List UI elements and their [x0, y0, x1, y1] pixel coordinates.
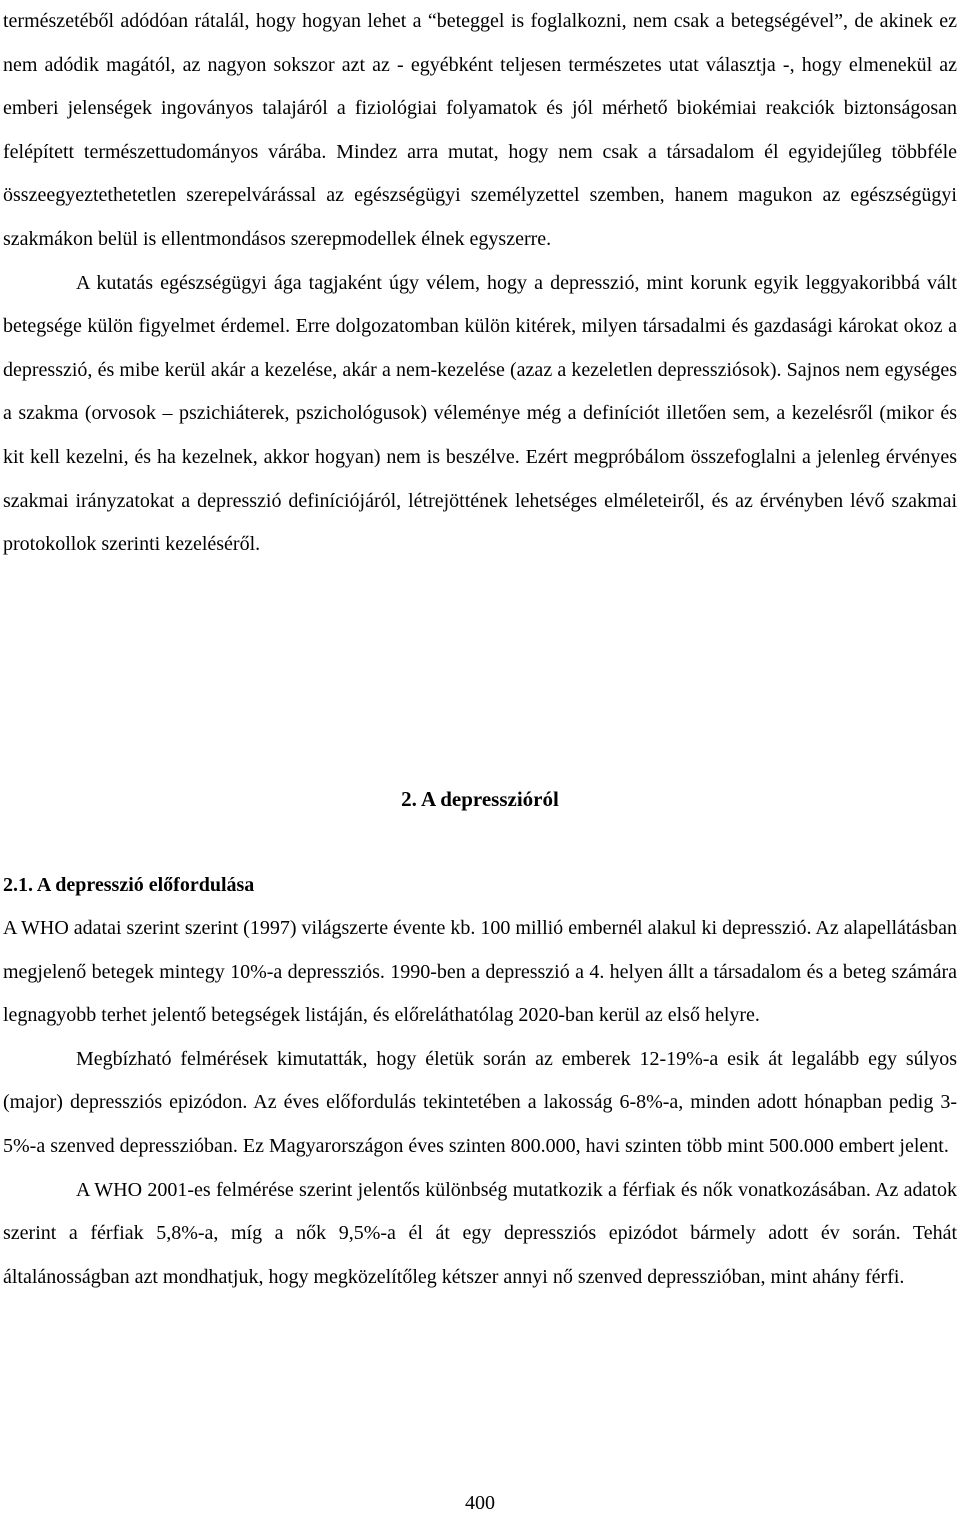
- body-paragraph: természetéből adódóan rátalál, hogy hogyan lehet a “beteggel is foglalkozni, nem csak a betegségével”, de akinek ez nem adódik magától, az nagyon sokszor azt az - egyébként teljesen természetes utat választja -, hogy elmenekül az emberi jelenségek ingoványos talajáról a fiziológiai folyamatok és jól mérhető biokémiai reakciók biztonságosan felépített természettudományos várába. Mindez arra mutat, hogy nem csak a társadalom él egyidejűleg többféle összeegyeztethetetlen szerepelvárással az egészségügyi személyzettel szemben, hanem magukon az egészségügyi szakmákon belül is ellentmondásos szerepmodellek élnek egyszerre.: [3, 10, 957, 250]
- chapter-title: 2. A depresszióról: [401, 787, 559, 811]
- body-paragraph: A WHO adatai szerint szerint (1997) világszerte évente kb. 100 millió embernél alakul ki depresszió. Az alapellátásban megjelenő betegek mintegy 10%-a depressziós. 1990-ben a depresszió a 4. helyen állt a társadalom és a beteg számára legnagyobb terhet jelentő betegségek listáján, és előreláthatólag 2020-ban kerül az első helyre.: [3, 917, 957, 1027]
- page-number: 400: [465, 1492, 495, 1514]
- body-paragraph: A kutatás egészségügyi ága tagjaként úgy vélem, hogy a depresszió, mint korunk egyik leggyakoribbá vált betegsége külön figyelmet érdemel. Erre dolgozatomban külön kitérek, milyen társadalmi és gazdasági károkat okoz a depresszió, és mibe kerül akár a kezelése, akár a nem-kezelése (azaz a kezeletlen depressziósok). Sajnos nem egységes a szakma (orvosok – pszichiáterek, pszichológusok) véleménye még a definíciót illetően sem, a kezelésről (mikor és kit kell kezelni, és ha kezelnek, akkor hogyan) nem is beszélve. Ezért megpróbálom összefoglalni a jelenleg érvényes szakmai irányzatokat a depresszió definíciójáról, létrejöttének lehetséges elméleteiről, és az érvényben lévő szakmai protokollok szerinti kezeléséről.: [3, 271, 957, 556]
- body-paragraph: Megbízható felmérések kimutatták, hogy életük során az emberek 12-19%-a esik át legalább egy súlyos (major) depressziós epizódon. Az éves előfordulás tekintetében a lakosság 6-8%-a, minden adott hónapban pedig 3-5%-a szenved depresszióban. Ez Magyarországon éves szinten 800.000, havi szinten több mint 500.000 embert jelent.: [3, 1047, 957, 1157]
- section-text-block: [3, 907, 957, 1299]
- intro-text-block: [3, 0, 957, 567]
- body-paragraph: A WHO 2001-es felmérése szerint jelentős különbség mutatkozik a férfiak és nők vonatkozásában. Az adatok szerint a férfiak 5,8%-a, míg a nők 9,5%-a él át egy depressziós epizódot bármely adott év során. Tehát általánosságban azt mondhatjuk, hogy megközelítőleg kétszer annyi nő szenved depresszióban, mint ahány férfi.: [3, 1178, 957, 1288]
- section-title: 2.1. A depresszió előfordulása: [3, 874, 255, 896]
